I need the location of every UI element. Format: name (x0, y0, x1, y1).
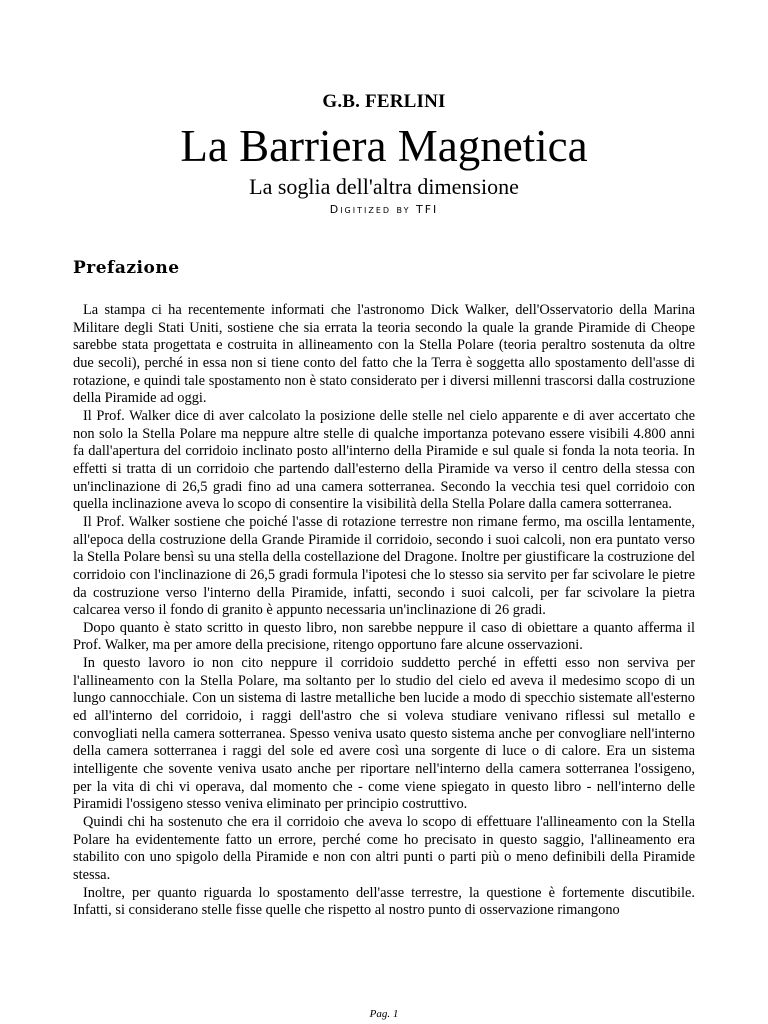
page-number: Pag. 1 (369, 1008, 399, 1020)
paragraph: Il Prof. Walker dice di aver calcolato la posizione delle stelle nel cielo apparente e di aver accertato che non solo la Stella Polare ma neppure altre stelle di qualche importanza potevano essere visibili 4.800 anni fa dall'apertura del corridoio inclinato posto all'interno della Piramide e sul quale si fonda la nota teoria. In effetti si tratta di un corridoio che partendo dall'esterno della Piramide va verso il centro della stessa con un'inclinazione di 26,5 gradi fino ad una camera sotterranea. Secondo la vecchia tesi quel corridoio con quella inclinazione aveva lo scopo di consentire la visibilità della Stella Polare dalla camera sotterranea. (73, 407, 695, 513)
paragraph: Quindi chi ha sostenuto che era il corridoio che aveva lo scopo di effettuare l'allineamento con la Stella Polare ha evidentemente fatto un errore, perché come ho precisato in questo saggio, l'allineamento era stabilito con uno spigolo della Piramide e non con altri punti o parti più o meno definibili della Piramide stessa. (73, 814, 695, 883)
paragraph: Inoltre, per quanto riguarda lo spostamento dell'asse terrestre, la questione è fortemente discutibile. Infatti, si considerano stelle fisse quelle che rispetto al nostro punto di osservazione rimangono (73, 884, 695, 919)
paragraph: In questo lavoro io non cito neppure il corridoio suddetto perché in effetti esso non serviva per l'allineamento con la Stella Polare, ma soltanto per lo studio del cielo ed aveva il medesimo scopo di un lungo cannocchiale. Con un sistema di lastre metalliche ben lucide a modo di specchio sistemate all'esterno ed all'interno del corridoio, i raggi dell'astro che si voleva studiare venivano riflessi sul metallo e convogliati nella camera sotterranea. Spesso veniva usato questo sistema anche per convogliare nell'interno della camera sotterranea i raggi del sole ed avere così una sorgente di luce o di calore. Era un sistema intelligente che sovente veniva usato anche per riportare nell'interno della camera sotterranea l'ossigeno, per la vita di chi vi operava, dal momento che - come viene spiegato in questo libro - nell'interno delle Piramidi l'ossigeno stesso veniva eliminato per principio costruttivo. (73, 655, 695, 813)
book-subtitle: La soglia dell'altra dimensione (249, 174, 519, 199)
body-text (73, 302, 695, 920)
paragraph: Dopo quanto è stato scritto in questo libro, non sarebbe neppure il caso di obiettare a quanto afferma il Prof. Walker, ma per amore della precisione, ritengo opportuno fare alcune osservazioni. (73, 619, 695, 654)
digitized-credit: Digitized by TFI (329, 203, 439, 216)
book-title: La Barriera Magnetica (180, 121, 588, 171)
paragraph: Il Prof. Walker sostiene che poiché l'asse di rotazione terrestre non rimane fermo, ma oscilla lentamente, all'epoca della costruzione della Grande Piramide il corridoio, secondo i suoi calcoli, non era puntato verso la Stella Polare bensì su una stella della costellazione del Dragone. Inoltre per giustificare la costruzione del corridoio con l'inclinazione di 26,5 gradi formula l'ipotesi che lo stesso sia servito per far scivolare le pietre da costruzione verso l'interno della Piramide, infatti, secondo i suoi calcoli, per far scivolare la pietra calcarea verso il fondo di granito è appunto necessaria un'inclinazione di 26 gradi. (73, 513, 695, 619)
author-name: G.B. FERLINI (322, 91, 446, 112)
section-title: Prefazione (73, 258, 180, 278)
paragraph: La stampa ci ha recentemente informati che l'astronomo Dick Walker, dell'Osservatorio della Marina Militare degli Stati Uniti, sostiene che sia errata la teoria secondo la quale la grande Piramide di Cheope sarebbe stata progettata e costruita in allineamento con la Stella Polare (teoria peraltro sostenuta da oltre due secoli), perché in essa non si tiene conto del fatto che la Terra è soggetta allo spostamento dell'asse di rotazione, e quindi tale spostamento non è stato considerato per i diversi millenni trascorsi dalla costruzione della Piramide ad oggi. (73, 302, 695, 407)
